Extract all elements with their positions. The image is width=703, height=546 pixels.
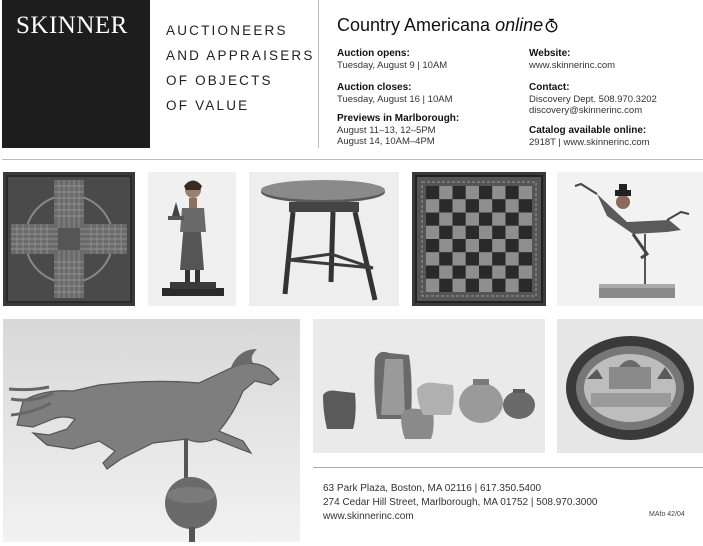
checker-square bbox=[439, 213, 452, 226]
checker-square bbox=[492, 199, 505, 212]
checker-square bbox=[506, 199, 519, 212]
checker-square bbox=[506, 279, 519, 292]
auction-closes-label: Auction closes: bbox=[337, 82, 412, 93]
checker-square bbox=[479, 239, 492, 252]
checker-square bbox=[426, 266, 439, 279]
auction-title-online: online bbox=[495, 15, 544, 35]
footer-rule bbox=[313, 467, 703, 468]
photo-checkerboard bbox=[412, 172, 546, 306]
checker-square bbox=[426, 199, 439, 212]
checker-square bbox=[466, 239, 479, 252]
auction-title-main: Country Americana bbox=[337, 15, 491, 35]
photo-platter bbox=[557, 319, 703, 453]
checker-square bbox=[506, 186, 519, 199]
checker-square bbox=[439, 226, 452, 239]
checker-square bbox=[453, 252, 466, 265]
checker-square bbox=[492, 252, 505, 265]
checker-square bbox=[426, 252, 439, 265]
contact-email[interactable]: discovery@skinnerinc.com bbox=[529, 105, 643, 116]
footer-address-marlborough: 274 Cedar Hill Street, Marlborough, MA 01752 | 508.970.3000 bbox=[323, 497, 598, 508]
footer-addresses bbox=[323, 482, 597, 524]
checker-square bbox=[466, 226, 479, 239]
checker-square bbox=[519, 199, 532, 212]
checker-square bbox=[453, 186, 466, 199]
checker-square bbox=[426, 186, 439, 199]
checker-square bbox=[426, 239, 439, 252]
ad-code: MAfo 42/04 bbox=[649, 511, 685, 518]
website-link[interactable]: www.skinnerinc.com bbox=[529, 60, 616, 71]
checker-square bbox=[506, 213, 519, 226]
checker-square bbox=[519, 279, 532, 292]
auction-opens-value: Tuesday, August 9 | 10AM bbox=[337, 60, 448, 71]
checker-square bbox=[479, 213, 492, 226]
previews-line-1: August 11–13, 12–5PM bbox=[337, 125, 436, 136]
checker-square bbox=[479, 252, 492, 265]
checker-square bbox=[439, 239, 452, 252]
contact-label: Contact: bbox=[529, 82, 570, 93]
checker-square bbox=[492, 239, 505, 252]
checker-square bbox=[439, 279, 452, 292]
checker-square bbox=[506, 239, 519, 252]
tagline-line-4: OF VALUE bbox=[166, 98, 250, 113]
checker-square bbox=[506, 266, 519, 279]
checker-square bbox=[426, 279, 439, 292]
checker-square bbox=[519, 266, 532, 279]
checker-square bbox=[492, 266, 505, 279]
checker-square bbox=[466, 252, 479, 265]
tagline-line-2: AND APPRAISERS bbox=[166, 48, 315, 63]
tagline-line-3: OF OBJECTS bbox=[166, 73, 273, 88]
checker-square bbox=[519, 226, 532, 239]
checker-square bbox=[426, 226, 439, 239]
tagline-line-1: AUCTIONEERS bbox=[166, 23, 288, 38]
checker-square bbox=[439, 199, 452, 212]
photo-game-board bbox=[3, 172, 135, 306]
photo-pitchers bbox=[313, 319, 545, 453]
checker-square bbox=[453, 199, 466, 212]
photo-carved-figure bbox=[148, 172, 236, 306]
checker-square bbox=[426, 213, 439, 226]
checker-square bbox=[439, 266, 452, 279]
checker-square bbox=[492, 186, 505, 199]
footer-web-link[interactable]: www.skinnerinc.com bbox=[323, 511, 414, 522]
checker-square bbox=[439, 252, 452, 265]
photo-tavern-table bbox=[249, 172, 399, 306]
auction-closes-value: Tuesday, August 16 | 10AM bbox=[337, 94, 453, 105]
checker-square bbox=[519, 213, 532, 226]
checker-square bbox=[453, 279, 466, 292]
brand-name: SKINNER bbox=[16, 12, 128, 39]
checker-square bbox=[479, 266, 492, 279]
checker-square bbox=[506, 226, 519, 239]
checker-square bbox=[453, 266, 466, 279]
header-divider bbox=[318, 0, 319, 148]
checker-square bbox=[519, 186, 532, 199]
checker-square bbox=[466, 199, 479, 212]
checker-square bbox=[492, 279, 505, 292]
auction-opens bbox=[337, 48, 447, 71]
checker-square bbox=[453, 239, 466, 252]
contact-block bbox=[529, 82, 657, 116]
checker-square bbox=[466, 279, 479, 292]
checker-square bbox=[453, 213, 466, 226]
checker-square bbox=[479, 279, 492, 292]
previews-line-2: August 14, 10AM–4PM bbox=[337, 136, 435, 147]
auction-title bbox=[337, 15, 558, 38]
checker-square bbox=[479, 226, 492, 239]
website-label: Website: bbox=[529, 48, 571, 59]
checker-square bbox=[519, 252, 532, 265]
checker-square bbox=[492, 226, 505, 239]
clock-icon bbox=[545, 17, 558, 38]
skinner-logo bbox=[2, 0, 150, 148]
auction-closes bbox=[337, 82, 452, 105]
catalog-block bbox=[529, 125, 650, 148]
checker-square bbox=[519, 239, 532, 252]
previews bbox=[337, 113, 459, 147]
auction-opens-label: Auction opens: bbox=[337, 48, 410, 59]
photo-whirligig bbox=[557, 172, 703, 306]
website-block bbox=[529, 48, 615, 71]
checker-square bbox=[492, 213, 505, 226]
checker-square bbox=[479, 199, 492, 212]
catalog-value[interactable]: 2918T | www.skinnerinc.com bbox=[529, 137, 650, 148]
footer-address-boston: 63 Park Plaza, Boston, MA 02116 | 617.350.5400 bbox=[323, 483, 542, 494]
checker-square bbox=[466, 213, 479, 226]
catalog-label: Catalog available online: bbox=[529, 125, 647, 136]
contact-phone: Discovery Dept. 508.970.3202 bbox=[529, 94, 657, 105]
tagline bbox=[166, 18, 315, 118]
photo-horse-weathervane bbox=[3, 319, 300, 542]
header-rule bbox=[2, 159, 703, 160]
checker-square bbox=[506, 252, 519, 265]
checker-square bbox=[466, 186, 479, 199]
checker-square bbox=[466, 266, 479, 279]
checker-square bbox=[453, 226, 466, 239]
previews-label: Previews in Marlborough: bbox=[337, 113, 460, 124]
checker-square bbox=[479, 186, 492, 199]
checker-square bbox=[439, 186, 452, 199]
